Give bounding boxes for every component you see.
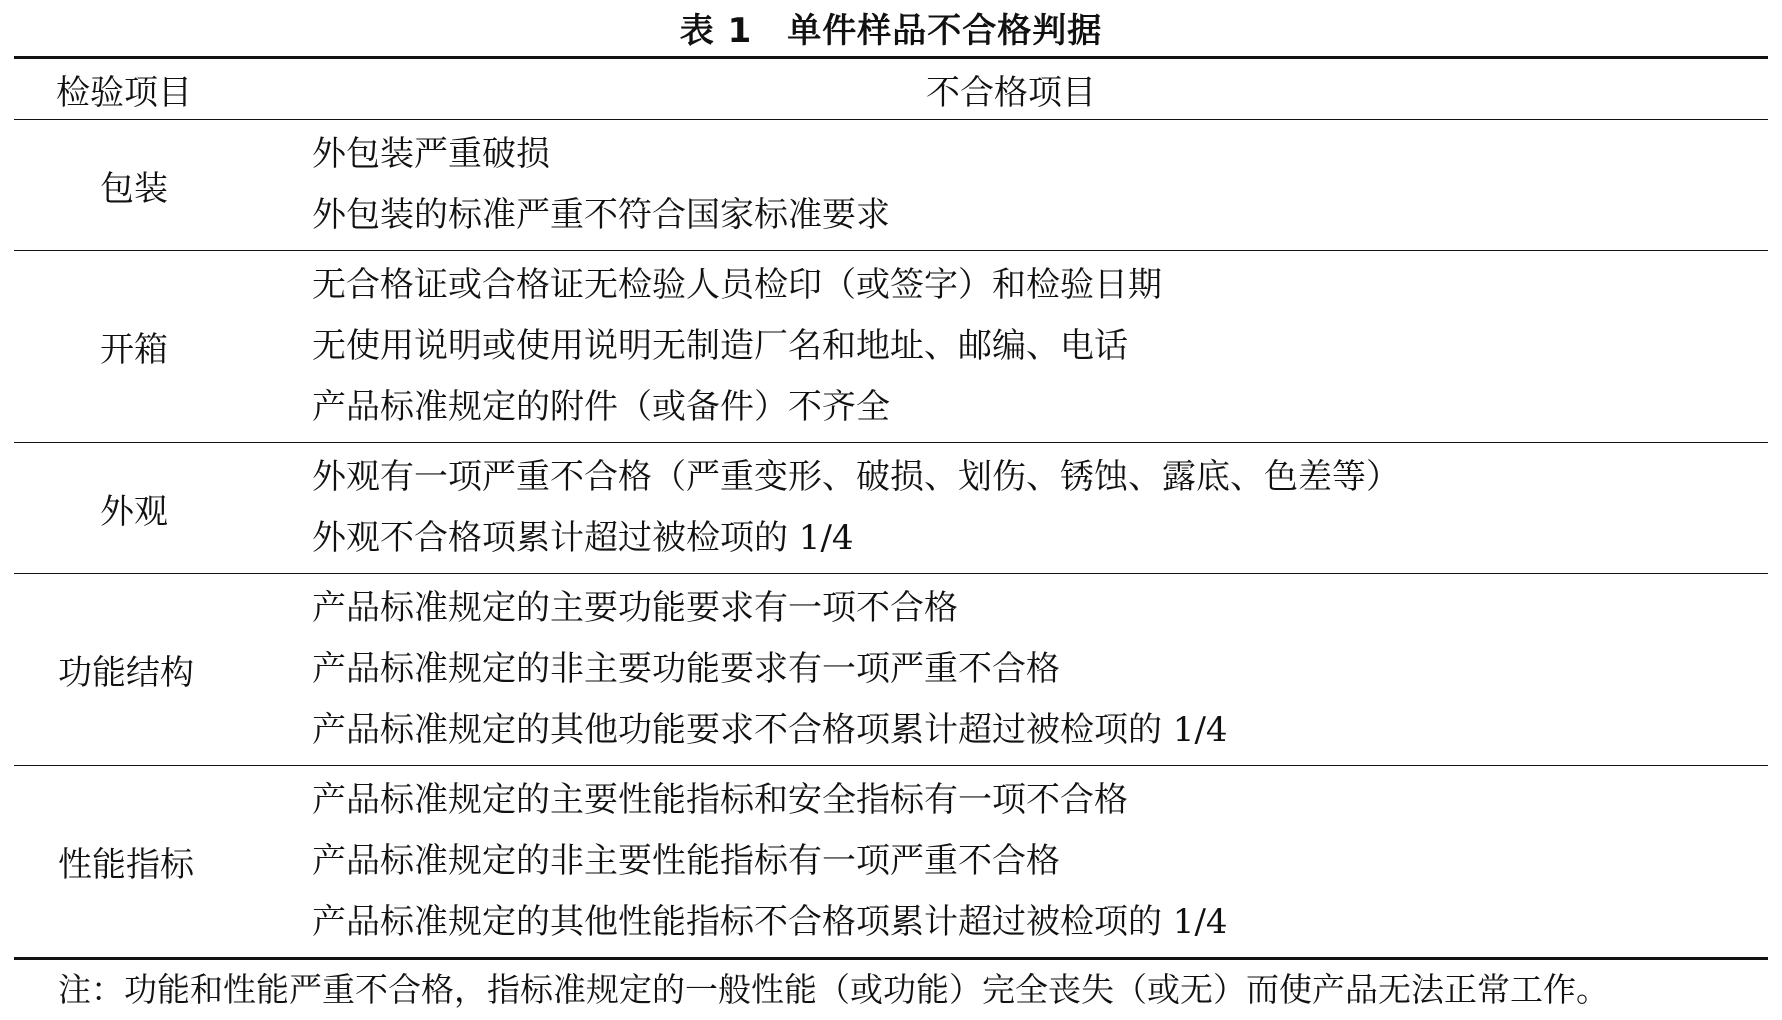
list-item: 产品标准规定的附件（或备件）不齐全 (312, 387, 890, 427)
table-title: 表 1 单件样品不合格判据 (679, 11, 1103, 51)
table-row-packaging (14, 120, 1768, 251)
table-row-unboxing (14, 251, 1768, 443)
list-item: 外观不合格项累计超过被检项的 1/4 (312, 518, 854, 558)
list-item: 产品标准规定的主要性能指标和安全指标有一项不合格 (312, 780, 1128, 820)
list-item: 产品标准规定的非主要功能要求有一项严重不合格 (312, 649, 1060, 689)
table-row-performance (14, 766, 1768, 959)
table-row-function-structure (14, 574, 1768, 766)
items-cell (254, 251, 1768, 443)
category-label: 性能指标 (58, 845, 194, 885)
items-cell (254, 574, 1768, 766)
list-item: 外包装的标准严重不符合国家标准要求 (312, 195, 890, 235)
category-label: 外观 (100, 491, 168, 532)
category-label: 开箱 (100, 330, 168, 370)
category-label: 包装 (100, 168, 168, 209)
list-item: 外包装严重破损 (312, 134, 550, 174)
table-note: 注：功能和性能严重不合格，指标准规定的一般性能（或功能）完全丧失（或无）而使产品无法正常工作。 (58, 970, 1609, 1009)
header-nonconformity-item: 不合格项目 (926, 72, 1096, 113)
category-cell (14, 443, 254, 574)
criteria-table (14, 56, 1768, 960)
table-row-appearance (14, 443, 1768, 574)
list-item: 产品标准规定的其他性能指标不合格项累计超过被检项的 1/4 (312, 902, 1228, 942)
items-cell (254, 766, 1768, 959)
list-item: 产品标准规定的非主要性能指标有一项严重不合格 (312, 841, 1060, 881)
category-label: 功能结构 (58, 653, 194, 693)
category-cell (14, 120, 254, 251)
list-item: 外观有一项严重不合格（严重变形、破损、划伤、锈蚀、露底、色差等） (312, 457, 1400, 497)
list-item: 无使用说明或使用说明无制造厂名和地址、邮编、电话 (312, 326, 1128, 366)
category-cell (14, 574, 254, 766)
category-cell (14, 251, 254, 443)
list-item: 无合格证或合格证无检验人员检印（或签字）和检验日期 (312, 265, 1162, 305)
list-item: 产品标准规定的其他功能要求不合格项累计超过被检项的 1/4 (312, 710, 1228, 750)
header-inspection-item: 检验项目 (56, 72, 192, 113)
category-cell (14, 766, 254, 959)
items-cell (254, 120, 1768, 251)
list-item: 产品标准规定的主要功能要求有一项不合格 (312, 588, 958, 628)
items-cell (254, 443, 1768, 574)
table-header-row (14, 58, 1768, 120)
